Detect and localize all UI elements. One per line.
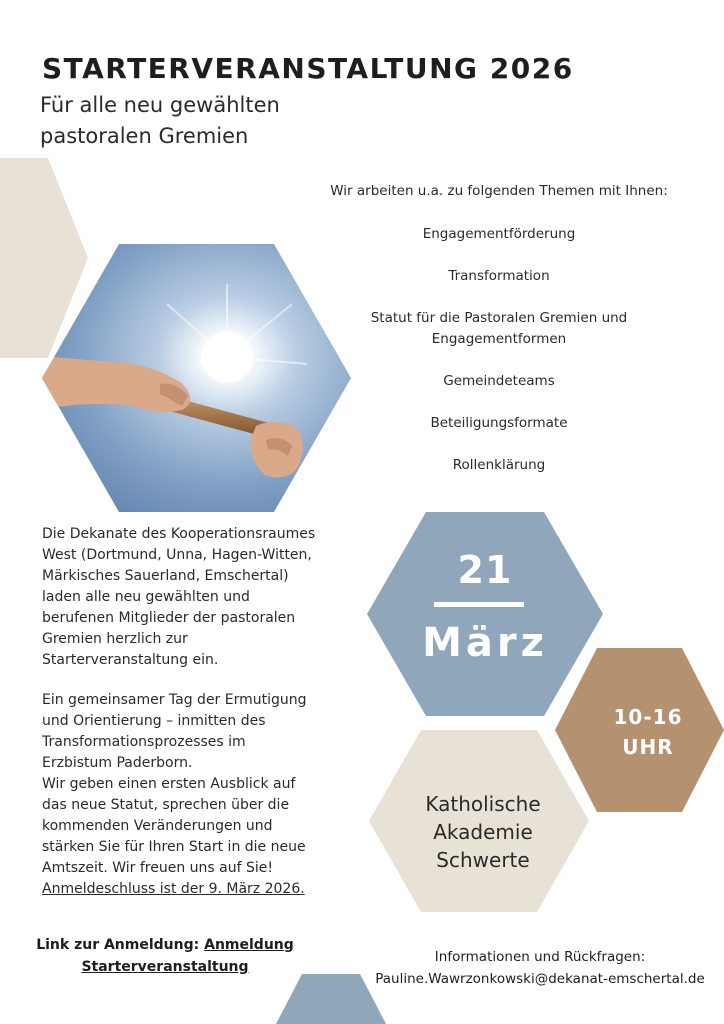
description-line: das neue Statut, sprechen über die <box>42 797 290 813</box>
page-title: STARTERVERANSTALTUNG 2026 <box>42 52 574 85</box>
theme-statut-line-1: Statut für die Pastoralen Gremien und <box>370 310 628 326</box>
contact-block <box>372 946 708 990</box>
theme-transformation: Transformation <box>448 268 550 284</box>
description-line: Erzbistum Paderborn. <box>42 755 193 771</box>
theme-statut-line-2: Engagementformen <box>431 331 567 347</box>
event-time <box>590 702 706 762</box>
description-line: kommenden Veränderungen und <box>42 818 273 834</box>
intro-paragraph <box>42 524 372 671</box>
subtitle-line-2: pastoralen Gremien <box>40 124 249 148</box>
themes-intro: Wir arbeiten u.a. zu folgenden Themen mit Ihnen: <box>330 183 668 199</box>
intro-line: West (Dortmund, Unna, Hagen-Witten, <box>42 547 312 563</box>
description-line: Transformationsprozesses im <box>42 734 246 750</box>
theme-engagementfoerderung: Engagementförderung <box>422 226 576 242</box>
registration-link[interactable]: Anmeldung <box>204 937 294 953</box>
registration-deadline: Anmeldeschluss ist der 9. März 2026. <box>42 881 305 897</box>
hand-baton-photo <box>42 244 351 512</box>
registration-block <box>30 934 300 978</box>
theme-rollenklaerung: Rollenklärung <box>452 457 546 473</box>
theme-gemeindeteams: Gemeindeteams <box>443 373 555 389</box>
intro-line: laden alle neu gewählten und <box>42 589 250 605</box>
theme-beteiligungsformate: Beteiligungsformate <box>430 415 568 431</box>
event-time-range: 10-16 <box>613 705 683 729</box>
subtitle-line-1: Für alle neu gewählten <box>40 93 280 117</box>
venue-line-3: Schwerte <box>436 848 530 872</box>
intro-line: berufenen Mitglieder der pastoralen <box>42 610 296 626</box>
description-line: stärken Sie für Ihren Start in die neue <box>42 839 306 855</box>
description-line: Ein gemeinsamer Tag der Ermutigung <box>42 692 307 708</box>
event-time-unit: UHR <box>622 735 674 759</box>
description-line: Wir geben einen ersten Ausblick auf <box>42 776 296 792</box>
contact-label: Informationen und Rückfragen: <box>434 949 646 965</box>
decorative-blue-hexagon <box>276 974 386 1024</box>
event-month: März <box>422 620 548 666</box>
event-day: 21 <box>457 548 513 592</box>
date-divider <box>434 602 524 607</box>
registration-link-continued[interactable]: Starterveranstaltung <box>81 959 249 975</box>
intro-line: Die Dekanate des Kooperationsraumes <box>42 526 316 542</box>
description-line: Amtszeit. Wir freuen uns auf Sie! <box>42 860 273 876</box>
intro-line: Märkisches Sauerland, Emschertal) <box>42 568 289 584</box>
contact-email[interactable]: Pauline.Wawrzonkowski@dekanat-emschertal.de <box>375 971 705 987</box>
intro-line: Starterveranstaltung ein. <box>42 652 219 668</box>
description-line: und Orientierung – inmitten des <box>42 713 266 729</box>
intro-line: Gremien herzlich zur <box>42 631 188 647</box>
event-venue <box>406 790 560 874</box>
venue-line-2: Akademie <box>433 820 533 844</box>
theme-statut <box>348 308 650 350</box>
venue-line-1: Katholische <box>425 792 541 816</box>
page-subtitle <box>40 90 280 152</box>
registration-label: Link zur Anmeldung: <box>36 937 205 953</box>
description-paragraph <box>42 690 372 900</box>
